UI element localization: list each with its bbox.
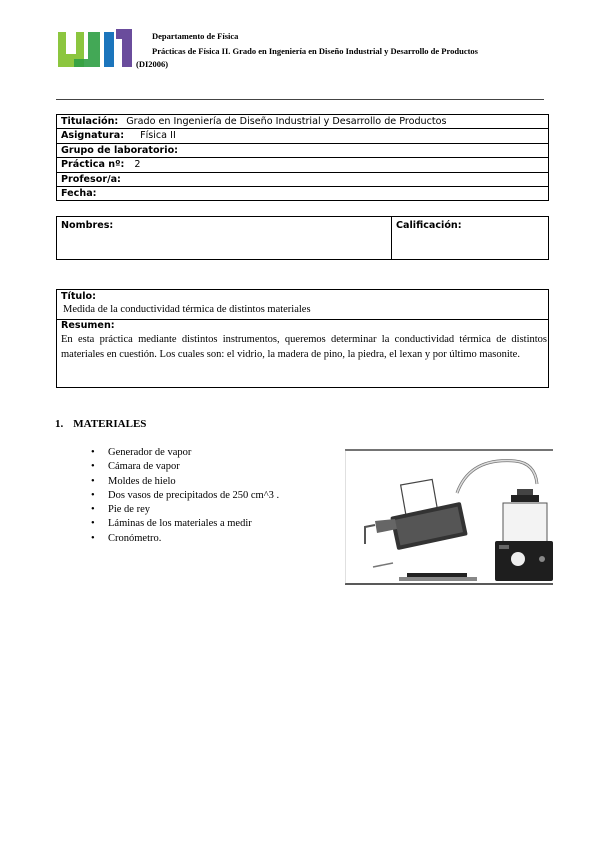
course-code: (DI2006) [136,59,169,70]
row-asignatura [57,129,549,143]
materials-list [91,446,279,546]
equipment-photo [345,449,553,586]
info-form [56,114,549,201]
profesor-label: Profesor/a: [61,173,121,185]
row-profesor [57,172,549,186]
course-title [136,45,552,71]
names-divider [391,217,392,259]
list-item: • Cronómetro. [91,532,279,546]
logo-bar-blue [104,32,114,67]
row-titulacion [57,115,549,129]
row-practica [57,158,549,172]
department-name: Departamento de Física [152,31,239,41]
list-item: • Dos vasos de precipitados de 250 cm^3 . [91,489,279,503]
course-name: Prácticas de Física II. Grado en Ingeniería en Diseño Industrial y Desarrollo de Productos [152,46,478,56]
list-item: • Generador de vapor [91,446,279,460]
nombres-label: Nombres: [61,220,114,231]
fecha-label: Fecha: [61,188,97,200]
asignatura-label: Asignatura: [61,130,125,142]
titulacion-label: Titulación: [61,116,119,127]
resumen-label: Resumen: [61,320,115,331]
titulo-label: Título: [61,291,96,302]
asignatura-value[interactable]: Física II [140,130,176,142]
titulacion-value[interactable]: Grado en Ingeniería de Diseño Industrial y Desarrollo de Productos [126,116,447,127]
titulo-value: Medida de la conductividad térmica de distintos materiales [63,304,311,315]
summary-divider [57,319,548,320]
list-item: • Láminas de los materiales a medir [91,517,279,531]
logo-letter-i [116,29,132,67]
names-box [56,216,549,260]
list-item: • Cámara de vapor [91,460,279,474]
section-title: MATERIALES [73,418,147,430]
summary-box [56,289,549,388]
practica-label: Práctica nº: [61,159,125,171]
list-item: • Moldes de hielo [91,475,279,489]
grupo-label: Grupo de laboratorio: [61,144,178,156]
section-heading [55,418,146,430]
header-divider [56,99,544,100]
list-item: • Pie de rey [91,503,279,517]
resumen-text: En esta práctica mediante distintos instrumentos, queremos determinar la conductividad térmica de distintos materiales en cuestión. Los cuales son: el vidrio, la madera de pino, la piedra, el lexan y por último masonite. [61,334,547,360]
row-fecha [57,187,549,201]
uji-logo [58,29,132,67]
practica-value[interactable]: 2 [134,159,141,171]
calificacion-label: Calificación: [396,220,462,231]
section-number: 1. [55,418,64,430]
row-grupo [57,143,549,157]
